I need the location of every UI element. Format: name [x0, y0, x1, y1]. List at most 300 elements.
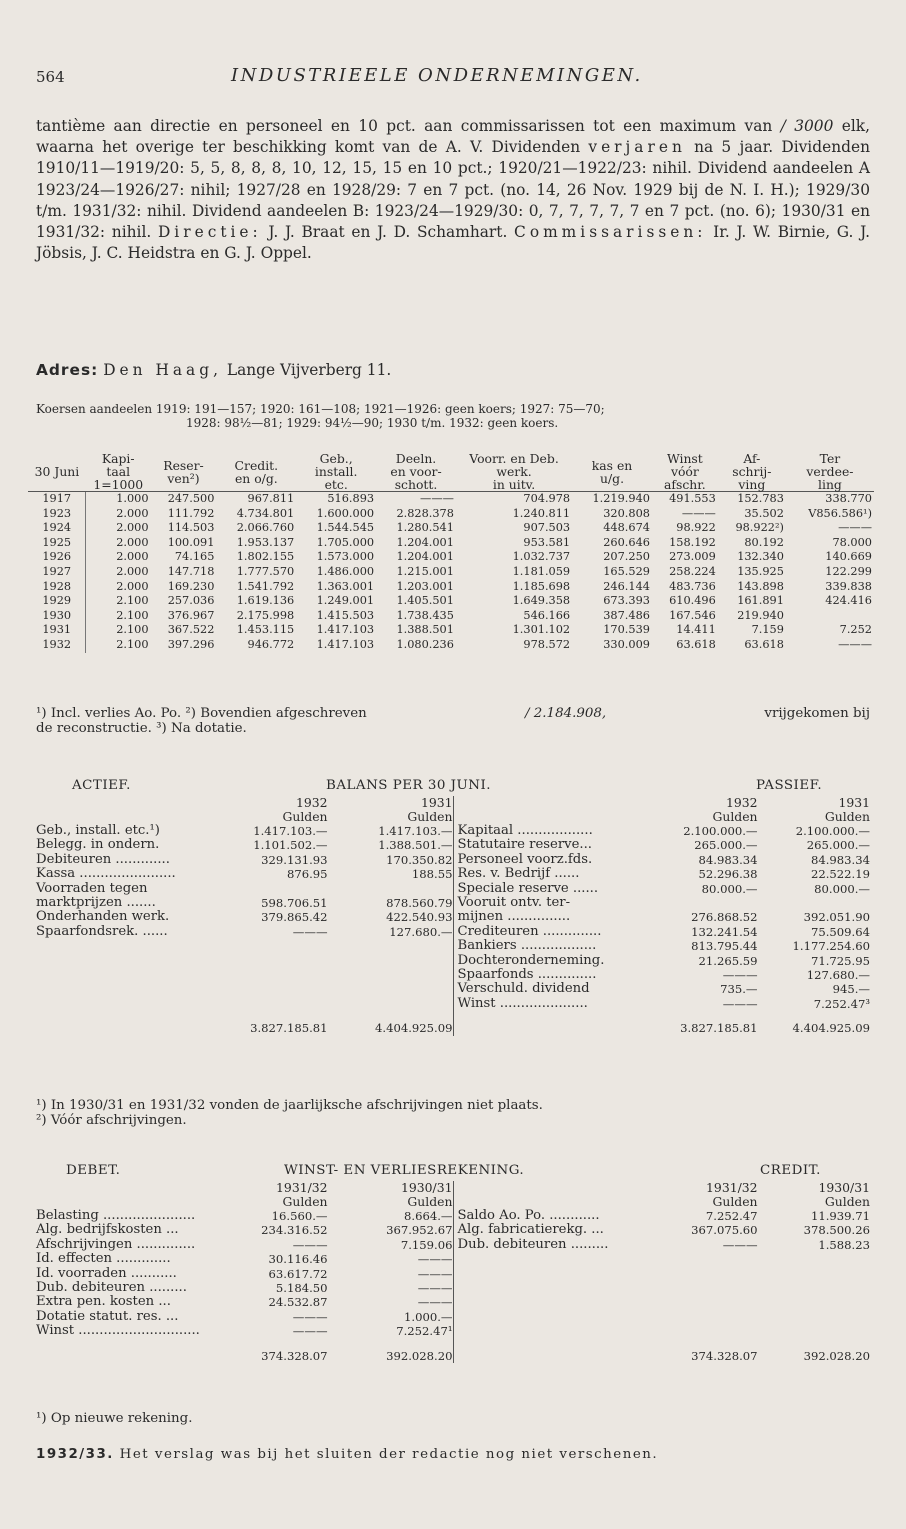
stats-value-cell: 7.159	[751, 623, 784, 637]
spacer	[454, 1310, 871, 1324]
blank-header	[454, 1195, 646, 1209]
stats-value-cell: 953.581	[523, 535, 571, 549]
spacer-row	[36, 968, 453, 982]
footnote-text: ¹) Incl. verlies Ao. Po. ²) Bovendien afgeschreven	[36, 706, 367, 721]
header-line: ling	[818, 477, 842, 492]
spacer	[36, 982, 453, 996]
stats-column-header	[151, 452, 217, 492]
stats-value-cell: 339.838	[825, 579, 872, 593]
header-line: Af-	[743, 451, 761, 466]
commissarissen-names: Ir. J. W. Birnie, G. J. Jöbsis, J. C. Heidstra en G. J. Oppel.	[36, 223, 870, 263]
stats-value-cell: 610.496	[669, 594, 716, 608]
credit-side	[454, 1181, 871, 1363]
header-line: 1=1000	[93, 477, 144, 492]
stats-value-cell: 1.573.000	[316, 550, 375, 564]
account-value: 598.706.51	[261, 896, 328, 911]
account-label: Crediteuren ..............	[457, 923, 602, 939]
header-line: Winst	[666, 451, 703, 466]
account-value: ———	[292, 1324, 328, 1339]
footnote-line: ²) Vóór afschrijvingen.	[36, 1113, 187, 1128]
account-row	[454, 853, 871, 867]
header-line: ven²)	[167, 470, 200, 486]
account-label: Kapitaal ..................	[457, 823, 593, 838]
account-row	[454, 1209, 871, 1223]
statistics-table	[28, 452, 874, 653]
year-header: 1931	[420, 795, 453, 810]
stats-value-cell: ———	[838, 521, 872, 535]
account-row	[36, 1324, 453, 1338]
account-row	[454, 939, 871, 953]
account-value: ———	[722, 968, 758, 983]
stats-value-cell: 135.925	[737, 564, 784, 578]
stats-value-cell: 152.783	[737, 492, 784, 505]
total-value: 3.827.185.81	[250, 1021, 328, 1036]
stats-value-cell: 946.772	[247, 637, 295, 651]
account-value: 813.795.44	[691, 939, 758, 954]
header-line: Ter	[819, 451, 841, 466]
stats-value-cell: 978.572	[523, 637, 571, 651]
header-line: u/g.	[600, 470, 625, 486]
header-line: verdee-	[806, 464, 854, 479]
account-value: 22.522.19	[810, 867, 870, 882]
blank-header	[454, 810, 646, 824]
header-line: kas en	[591, 457, 633, 473]
spaced-word: verjaren	[588, 138, 686, 157]
stats-value-cell: 1.953.137	[236, 535, 295, 549]
stats-value-cell: 330.009	[603, 637, 650, 651]
spacer-row	[36, 997, 453, 1011]
account-row	[36, 1295, 453, 1309]
stats-value-cell: 1.649.358	[512, 594, 571, 608]
account-label: Saldo Ao. Po. ............	[457, 1208, 600, 1223]
account-value: 24.532.87	[268, 1295, 328, 1310]
spacer-row	[454, 1281, 871, 1295]
stats-value-cell: 2.100	[116, 594, 149, 608]
stats-value-cell: 169.230	[167, 579, 215, 593]
account-value: 30.116.46	[268, 1252, 328, 1267]
account-value: 1.388.501.—	[378, 838, 453, 853]
description-paragraph	[36, 116, 870, 264]
total-value: 3.827.185.81	[680, 1021, 758, 1036]
account-row	[36, 853, 453, 867]
stats-value-cell: 2.066.760	[236, 521, 295, 535]
account-row	[454, 1223, 871, 1237]
spacer	[36, 968, 453, 982]
account-value: ———	[417, 1266, 453, 1281]
unit-header-row	[454, 1195, 871, 1209]
account-label: Afschrijvingen ..............	[36, 1236, 196, 1252]
account-value: ———	[722, 1237, 758, 1252]
year-header: 1930/31	[401, 1180, 453, 1195]
stats-value-cell: 1.388.501	[396, 623, 454, 637]
stats-value-cell: 158.192	[669, 535, 716, 549]
header-line: schrij-	[732, 464, 772, 479]
stats-value-cell: V856.586¹)	[808, 506, 872, 520]
directie-label: Directie:	[157, 223, 262, 242]
account-label: Verschuld. dividend	[457, 981, 590, 997]
text-part: elk, waarna het overige ter beschikking komt van de A. V. Dividenden	[36, 117, 870, 157]
stats-value-cell: 546.166	[523, 608, 571, 622]
account-value: 945.—	[832, 982, 870, 997]
unit-header-row	[454, 810, 871, 824]
stats-value-cell	[786, 609, 874, 624]
stats-value-cell: 74.165	[174, 550, 215, 564]
stats-value-cell: 258.224	[669, 564, 716, 578]
account-label: Spaarfondsrek. ......	[36, 923, 168, 939]
account-label: Speciale reserve ......	[457, 880, 599, 896]
account-row	[36, 1252, 453, 1266]
spacer-row	[454, 1295, 871, 1309]
stats-value-cell: 2.100	[116, 608, 149, 622]
account-value: 80.000.—	[701, 881, 758, 896]
stats-value-cell: 1.249.001	[316, 594, 375, 608]
account-value: 876.95	[286, 867, 328, 882]
stats-value-cell: 2.000	[116, 564, 149, 578]
stats-value-cell: 1.185.698	[512, 579, 571, 593]
share-prices-line-2: 1928: 98½—81; 1929: 94½—90; 1930 t/m. 1932: geen koers.	[186, 416, 559, 430]
spacer	[454, 1267, 871, 1281]
stats-value-cell: 1.219.940	[592, 492, 650, 505]
pl-footnote: ¹) Op nieuwe rekening.	[36, 1411, 193, 1426]
stats-column-header	[786, 452, 874, 492]
stats-year-cell: 1926	[28, 550, 86, 565]
stats-value-cell: 704.978	[523, 492, 571, 505]
total-row	[454, 1339, 871, 1363]
account-row	[36, 1267, 453, 1281]
header-line: install.	[314, 464, 358, 479]
unit-header: Gulden	[407, 809, 453, 824]
header-line: etc.	[324, 477, 348, 492]
stats-value-cell: 246.144	[603, 579, 650, 593]
stats-value-cell: 448.674	[603, 521, 650, 535]
total-value: 392.028.20	[386, 1348, 453, 1363]
account-value: ———	[722, 996, 758, 1011]
account-label: Onderhanden werk.	[36, 909, 170, 925]
stats-value-cell: 1.417.103	[316, 637, 375, 651]
stats-value-cell: 1.181.059	[512, 564, 571, 578]
account-value: 276.868.52	[691, 910, 758, 925]
spacer	[36, 954, 453, 968]
stats-value-cell: 2.000	[116, 550, 149, 564]
total-value: 374.328.07	[691, 1348, 758, 1363]
account-label: Dochteronderneming.	[457, 952, 605, 968]
account-label: Personeel voorz.fds.	[457, 851, 593, 867]
account-value: 2.100.000.—	[683, 824, 758, 838]
account-label: Id. effecten .............	[36, 1251, 171, 1267]
spacer-row	[454, 1252, 871, 1266]
stats-value-cell: 1.802.155	[236, 550, 295, 564]
stats-row	[28, 507, 874, 522]
stats-value-cell: 1.453.115	[236, 623, 295, 637]
stats-value-cell: 516.893	[327, 492, 375, 505]
account-value: 329.131.93	[261, 852, 328, 867]
spacer-row	[454, 1267, 871, 1281]
header-line: in uitv.	[492, 477, 536, 492]
account-value: 378.500.26	[803, 1223, 870, 1238]
account-row	[36, 882, 453, 896]
account-value: ———	[417, 1281, 453, 1296]
spacer	[454, 1252, 871, 1266]
stats-value-cell: 1.405.501	[396, 594, 454, 608]
account-row	[36, 1281, 453, 1295]
account-value: ———	[417, 1295, 453, 1310]
account-value: 1.417.103.—	[378, 824, 453, 838]
account-value: 1.101.502.—	[253, 838, 328, 853]
share-prices-line-1: Koersen aandeelen 1919: 191—157; 1920: 161—108; 1921—1926: geen koers; 1927: 75—70;	[36, 402, 605, 416]
stats-value-cell: 147.718	[167, 564, 215, 578]
unit-header: Gulden	[407, 1194, 453, 1209]
final-text: Het verslag was bij het sluiten der redactie nog niet verschenen.	[119, 1447, 659, 1462]
stats-column-header	[572, 452, 652, 492]
spacer-row	[454, 1324, 871, 1338]
header-line: Geb.,	[319, 451, 353, 466]
directie-names: J. J. Braat en J. D. Schamhart.	[261, 223, 515, 242]
stats-value-cell: 63.618	[744, 637, 784, 651]
account-label: Winst .............................	[36, 1323, 200, 1339]
debet-title: DEBET.	[66, 1163, 121, 1178]
balance-title: BALANS PER 30 JUNI.	[326, 778, 492, 793]
stats-row	[28, 623, 874, 638]
spacer	[36, 939, 453, 953]
spacer	[36, 997, 453, 1011]
stats-value-cell: 1.215.001	[396, 564, 454, 578]
stats-value-cell: 2.000	[116, 579, 149, 593]
credit-title: CREDIT.	[760, 1163, 821, 1178]
stats-column-header	[86, 452, 151, 492]
stats-value-cell: 1.363.001	[316, 579, 375, 593]
address-street: Lange Vijverberg 11.	[226, 361, 392, 379]
account-row	[454, 997, 871, 1011]
account-label: Vooruit ontv. ter-	[457, 895, 571, 911]
account-row	[36, 867, 453, 881]
account-row	[454, 838, 871, 852]
account-value: 379.865.42	[261, 910, 328, 925]
unit-header: Gulden	[282, 1194, 328, 1209]
total-label	[36, 1339, 203, 1363]
stats-column-header	[652, 452, 718, 492]
stats-value-cell: 1.777.570	[236, 564, 295, 578]
stats-value-cell: 100.091	[167, 535, 215, 549]
account-value: 2.100.000.—	[795, 824, 870, 838]
account-label: Winst .....................	[457, 995, 588, 1011]
account-label: Alg. bedrijfskosten ...	[36, 1222, 179, 1238]
stats-year-cell: 1925	[28, 536, 86, 551]
year-header: 1932	[295, 795, 328, 810]
unit-header: Gulden	[824, 809, 870, 824]
stats-value-cell: 167.546	[669, 608, 716, 622]
stats-column-header	[28, 452, 86, 492]
account-label: Dub. debiteuren .........	[36, 1280, 187, 1296]
stats-column-header	[296, 452, 376, 492]
total-row	[36, 1011, 453, 1035]
spacer-row	[454, 1310, 871, 1324]
account-value	[758, 896, 870, 910]
stats-value-cell: ———	[681, 506, 716, 520]
stats-value-cell: 140.669	[825, 550, 872, 564]
stats-value-cell: 1.000	[116, 492, 149, 505]
header-line: Kapi-	[101, 451, 135, 466]
account-value: 5.184.50	[275, 1281, 328, 1296]
text-part: na 5 jaar. Dividenden 1910/11—1919/20: 5, 5, 8, 8, 8, 10, 12, 15, 15 en 10 pct.; 1920/21—1922/23: nihil. Dividend aandeelen A 1923/24—1926/27: nihil; 1927/28 en 1928/29: 7 en 7 pct. (no. 14, 26 Nov. 1929 bij de N. I. H.); 1929/30 t/m. 1931/32: nihil. Dividend aandeelen B: 1923/24—1929/30: 0, 7, 7, 7, 7, 7 en 7 pct. (no. 6); 1930/31 en 1931/32: nihil.	[36, 138, 870, 242]
unit-header-row	[36, 1195, 453, 1209]
account-row	[36, 824, 453, 838]
passief-side	[454, 796, 871, 1036]
account-row	[454, 968, 871, 982]
account-row	[36, 1238, 453, 1252]
header-line: en voor-	[390, 464, 442, 479]
account-row	[36, 1310, 453, 1324]
account-value: ———	[292, 1309, 328, 1324]
account-value: 80.000.—	[814, 881, 870, 896]
year-header-row	[454, 1181, 871, 1195]
stats-column-header	[718, 452, 786, 492]
account-value	[645, 896, 757, 910]
balance-titles	[36, 778, 870, 796]
stats-value-cell: 397.296	[167, 637, 215, 651]
account-row	[36, 925, 453, 939]
stats-row	[28, 550, 874, 565]
stats-value-cell: 4.734.801	[236, 506, 295, 520]
year-header-row	[36, 796, 453, 810]
account-value: 1.417.103.—	[253, 824, 328, 838]
total-label	[36, 1011, 203, 1035]
account-label: Belasting ......................	[36, 1208, 196, 1223]
unit-header-row	[36, 810, 453, 824]
account-value: 84.983.34	[810, 852, 870, 867]
pl-title: WINST- EN VERLIESREKENING.	[284, 1163, 525, 1178]
stats-value-cell: 2.000	[116, 521, 149, 535]
statistics-footnotes	[36, 706, 870, 737]
stats-value-cell: 483.736	[669, 579, 716, 593]
account-row	[454, 867, 871, 881]
header-line: Reser-	[163, 457, 204, 473]
stats-value-cell: 2.000	[116, 535, 149, 549]
stats-year-cell: 1930	[28, 609, 86, 624]
stats-row	[28, 594, 874, 609]
account-value: 7.252.47¹	[396, 1324, 453, 1339]
stats-value-cell: 98.922²)	[735, 521, 784, 535]
account-value: 7.252.47	[705, 1209, 758, 1223]
footnote-amount: / 2.184.908,	[525, 706, 607, 721]
account-label: Id. voorraden ...........	[36, 1265, 177, 1281]
stats-year-cell: 1931	[28, 623, 86, 638]
header-line: taal	[106, 464, 131, 479]
stats-value-cell: 491.553	[669, 492, 716, 505]
stats-year-cell: 1927	[28, 565, 86, 580]
pl-titles	[36, 1163, 870, 1181]
stats-value-cell: 1.204.001	[396, 535, 454, 549]
stats-value-cell: 1.738.435	[396, 608, 454, 622]
account-value: 132.241.54	[691, 924, 758, 939]
stats-value-cell: 35.502	[744, 506, 784, 520]
stats-value-cell: 2.175.998	[236, 608, 295, 622]
account-value: 422.540.93	[386, 910, 453, 925]
footnote-line: ¹) In 1930/31 en 1931/32 vonden de jaarlijksche afschrijvingen niet plaats.	[36, 1098, 543, 1113]
stats-value-cell: 207.250	[603, 550, 650, 564]
total-label	[454, 1011, 646, 1035]
account-label: Debiteuren .............	[36, 851, 170, 867]
header-line: ving	[738, 477, 766, 492]
account-label: Geb., install. etc.¹)	[36, 823, 160, 838]
account-value: 1.177.254.60	[792, 939, 870, 954]
year-header: 1930/31	[818, 1180, 870, 1195]
passief-title: PASSIEF.	[756, 778, 823, 793]
stats-value-cell: 424.416	[825, 594, 872, 608]
stats-value-cell: 1.486.000	[316, 564, 375, 578]
year-header-row	[454, 796, 871, 810]
account-value: 75.509.64	[810, 924, 870, 939]
account-value: ———	[417, 1252, 453, 1267]
running-title: INDUSTRIEELE ONDERNEMINGEN.	[231, 65, 643, 86]
year-header: 1931/32	[706, 1180, 758, 1195]
account-value: 367.075.60	[691, 1223, 758, 1238]
account-value	[203, 882, 328, 896]
company-description	[36, 116, 870, 264]
stats-row	[28, 580, 874, 595]
blank-header	[36, 796, 203, 810]
actief-side	[36, 796, 454, 1036]
stats-value-cell: 219.940	[737, 608, 784, 622]
stats-value-cell: 2.100	[116, 623, 149, 637]
header-line: Credit.	[234, 457, 279, 473]
actief-title: ACTIEF.	[72, 778, 131, 793]
total-row	[454, 1011, 871, 1035]
year-header: 1931/32	[276, 1180, 328, 1195]
stats-value-cell: 63.618	[676, 637, 716, 651]
stats-value-cell: 387.486	[603, 608, 650, 622]
account-value: 8.664.—	[404, 1209, 453, 1223]
year-header: 1931	[838, 795, 870, 810]
account-value: 11.939.71	[810, 1209, 870, 1223]
total-row	[36, 1339, 453, 1363]
debet-side	[36, 1181, 454, 1363]
final-year: 1932/33.	[36, 1447, 114, 1462]
blank-header	[454, 1181, 646, 1195]
stats-value-cell: ———	[838, 637, 872, 651]
share-prices	[36, 402, 870, 430]
header-line: werk.	[496, 464, 532, 479]
stats-value-cell: ———	[420, 492, 454, 505]
account-value: 234.316.52	[261, 1223, 328, 1238]
stats-header-row	[28, 452, 874, 492]
footnote-line	[36, 706, 870, 721]
stats-value-cell: 907.503	[523, 521, 571, 535]
stats-value-cell: 967.811	[247, 492, 295, 505]
account-row	[454, 910, 871, 924]
blank-header	[36, 1195, 203, 1209]
stats-value-cell: 1.541.792	[236, 579, 295, 593]
stats-value-cell: 1.204.001	[396, 550, 454, 564]
stats-value-cell: 170.539	[603, 623, 650, 637]
account-label: Extra pen. kosten ...	[36, 1294, 171, 1310]
stats-value-cell: 1.032.737	[512, 550, 571, 564]
total-value: 4.404.925.09	[792, 1021, 870, 1036]
account-label: Spaarfonds ..............	[457, 967, 597, 983]
stats-value-cell: 122.299	[825, 564, 872, 578]
header-line: schott.	[394, 477, 438, 492]
stats-column-header	[216, 452, 296, 492]
account-row	[454, 824, 871, 838]
stats-year-cell: 1924	[28, 521, 86, 536]
stats-year-cell: 1917	[28, 492, 86, 507]
account-label: Dotatie statut. res. ...	[36, 1308, 179, 1324]
commissarissen-label: Commissarissen:	[514, 223, 707, 242]
spacer	[454, 1295, 871, 1309]
account-label: Res. v. Bedrijf ......	[457, 866, 580, 882]
stats-row	[28, 609, 874, 624]
stats-value-cell: 1.280.541	[396, 521, 454, 535]
header-line: Deeln.	[395, 451, 437, 466]
